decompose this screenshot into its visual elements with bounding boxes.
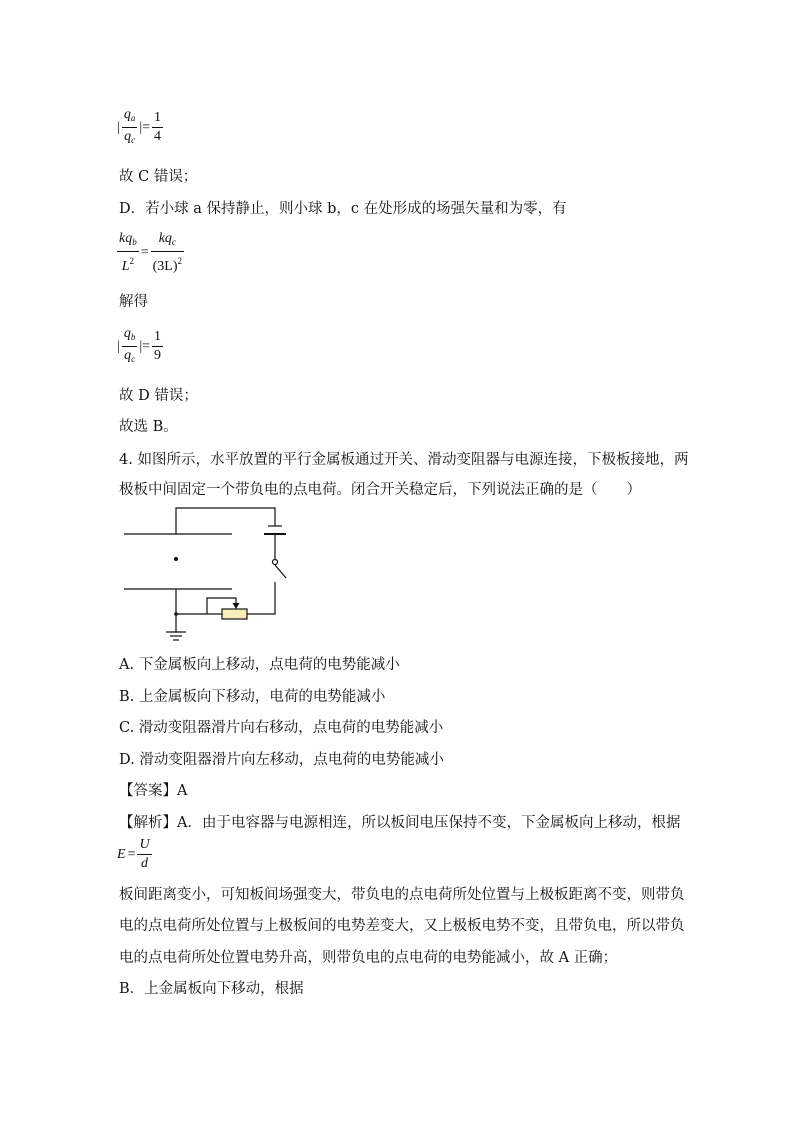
text-choose-b: 故选 B。 <box>119 419 178 435</box>
fraction-one-quarter: $\frac{1}{4}$ <box>154 110 162 144</box>
top-wire <box>176 508 275 534</box>
fraction-u-over-d: $\frac{U}{d}$ <box>139 837 150 871</box>
point-charge <box>174 557 178 561</box>
field-formula <box>117 836 152 873</box>
junction-dot <box>174 612 178 616</box>
analysis-line-1: 【解析】A．由于电容器与电源相连，所以板间电压保持不变，下金属板向上移动，根据 <box>119 815 681 831</box>
question-4-line-2: 极板中间固定一个带负电的点电荷。闭合开关稳定后，下列说法正确的是（ ） <box>119 482 641 498</box>
equals-sign: = <box>140 245 149 260</box>
switch-pivot <box>273 560 278 565</box>
fraction-qa-over-qc: $\frac{q_a}{q_c}$ <box>123 107 136 145</box>
text-solve: 解得 <box>119 294 148 310</box>
switch-blade <box>275 565 286 578</box>
slider-arrow-icon <box>233 603 240 609</box>
abs-bar-left: | <box>117 119 120 135</box>
field-balance-equation <box>117 230 184 276</box>
option-d: D. 滑动变阻器滑片向左移动，点电荷的电势能减小 <box>119 752 444 768</box>
abs-bar-left: | <box>117 338 120 354</box>
question-4-line-1: 4. 如图所示，水平放置的平行金属板通过开关、滑动变阻器与电源连接，下极板接地，两 <box>119 452 689 468</box>
option-c: C. 滑动变阻器滑片向右移动，点电荷的电势能减小 <box>119 720 444 736</box>
analysis-line-3: 电的点电荷所处位置与上极板间的电势差变大，又上极板电势不变，且带负电，所以带负 <box>119 918 685 934</box>
analysis-line-5: B．上金属板向下移动，根据 <box>119 981 304 997</box>
abs-bar-right-equals: |= <box>139 119 151 135</box>
abs-bar-right-equals: |= <box>139 338 151 354</box>
ratio-qa-qc-equation <box>117 106 163 149</box>
option-b: B. 上金属板向下移动，电荷的电势能减小 <box>119 689 386 705</box>
option-a: A. 下金属板向上移动，点电荷的电势能减小 <box>119 657 400 673</box>
fraction-kqc-over-3l2: $\frac{kq_c}{(3L)^2}$ <box>152 231 183 274</box>
ratio-qb-qc-equation <box>117 325 163 368</box>
text-c-wrong: 故 C 错误； <box>119 169 198 185</box>
symbol-e: E <box>117 846 126 862</box>
fraction-one-ninth: $\frac{1}{9}$ <box>154 329 162 363</box>
fraction-qb-over-qc: $\frac{q_b}{q_c}$ <box>123 326 136 364</box>
equals-sign: = <box>127 846 136 862</box>
fraction-kqb-over-l2: $\frac{kq_b}{L^2}$ <box>119 231 137 274</box>
text-option-d-explanation: D．若小球 a 保持静止，则小球 b，c 在处形成的场强矢量和为零，有 <box>119 201 567 217</box>
rheostat <box>222 609 247 619</box>
analysis-line-4: 电的点电荷所处位置电势升高，则带负电的点电荷的电势能减小，故 A 正确； <box>119 950 618 966</box>
analysis-line-2: 板间距离变小，可知板间场强变大，带负电的点电荷所处位置与上极板距离不变，则带负 <box>119 887 685 903</box>
answer-line: 【答案】A <box>119 783 188 799</box>
text-d-wrong: 故 D 错误； <box>119 388 198 404</box>
capacitor-circuit-diagram <box>118 498 298 643</box>
